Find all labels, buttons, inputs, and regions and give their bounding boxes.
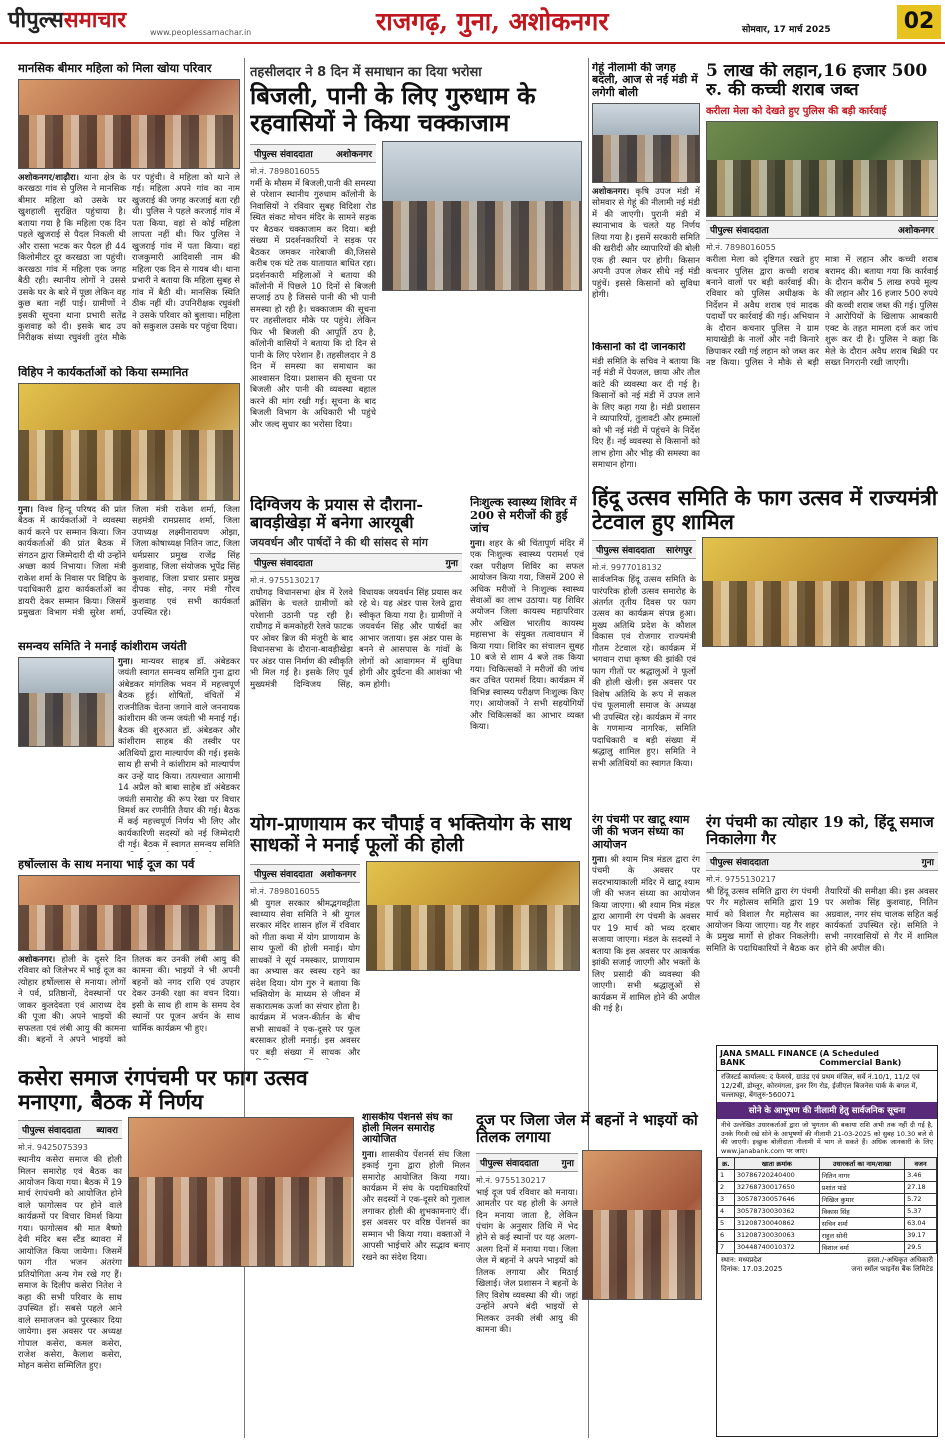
headline[interactable]: दूज पर जिला जेल में बहनों ने भाइयों को तिलक लगाया [476,1112,698,1146]
story-body [470,539,584,801]
headline[interactable]: किसानों को दी जानकारी [592,342,686,353]
table-header: वजन [905,1158,937,1170]
byline-place: गुना [921,857,934,868]
reporter-mobile: मो.नं. 9755130217 [476,1175,546,1185]
byline-place: सारंगपुर [666,546,692,557]
masthead [0,0,945,44]
reporter-mobile: मो.नं. 9755130217 [250,575,320,585]
story-photo [382,141,582,291]
headline[interactable]: निःशुल्क स्वास्थ्य शिविर में 200 से मरीजों की हुई जांच [470,496,577,535]
story-fag-utsav [592,486,938,808]
body-text: शहर के श्री चिंतापूर्ण मंदिर में एक निःशुल्क स्वास्थ्य परामर्श एवं रक्त परीक्षण शिविर का सफल आयोजन किया गया, जिसमें 200 से अधिक मरीजों ने निःशुल्क स्वास्थ्य सेवाओं का लाभ उठाया। यह शिविर अयोजन जिला कायस्थ महापरिवार और अखिल भारतीय कायस्थ महासभा के संयुक्त तत्वावधान में किया गया। शिविर का संचालन सुबह 10 बजे से शाम 4 बजे तक किया गया। चिकित्सकों ने मरीजों की जांच कर उचित परामर्श दिया। कार्यक्रम में विभिन्न स्वास्थ्य परीक्षण निःशुल्क किए गए। आयोजकों ने सभी सहयोगियों और चिकित्सकों का आभार व्यक्त किया। [470,538,584,733]
story-jail-tilak [476,1112,702,1438]
cell: 5 [718,1218,735,1230]
headline[interactable]: विहिप ने कार्यकर्ताओं को किया सम्मानित [18,366,189,379]
cell: 4 [718,1206,735,1218]
ad-notice: नीचे उल्लेखित उधारकर्ताओं द्वारा जो भुगतान की बकाया राशि अभी तक नहीं दी गई है, उनके गिरवी रखे सोने के आभूषणों की नीलामी 21-03-2025 को सुबह 10.30 बजे से की जाएगी। इच्छुक बोलीदाता नीलामी में भाग ले सकते हैं। अधिक जानकारी के लिए www.janabank.com पर जाएं। [721,1121,933,1155]
auction-table [717,1157,937,1254]
cell: 5.37 [905,1206,937,1218]
byline-reporter: पीपुल्स संवाददाता [710,226,769,237]
story-pensioners [362,1112,470,1438]
reporter-mobile: मो.नं. 7898016055 [706,243,776,253]
cell: 32768730017650 [734,1182,819,1194]
cell: 30448740010372 [734,1242,819,1254]
cell: 30786720240400 [734,1170,819,1182]
dateline: गुना। [118,656,133,667]
story-photo [18,657,114,747]
body-text: होली के दूसरे दिन रविवार को जिलेभर में भाई दूज का त्योहार हर्षोल्लास से मनाया। लोगों ने पर्व, प्रतिष्ठानों, देवस्थानों पर जाकर कुलदेवता एवं आराध्य देव की पूजा की। अपने भाइयों की सफलता एवं लंबी आयु की कामना की। बहनों ने अपने भाइयों को तिलक कर उनकी लंबी आयु की कामना की। भाइयों ने भी अपनी बहनों को नगद राशि एवं उपहार देकर उनकी रक्षा का वचन दिया। इसी के साथ ही शाम के समय देव स्थानों पर पूजन अर्चन के साथ धार्मिक कार्यक्रम भी हुए। [18,954,240,1046]
byline [250,144,376,163]
ad-header [717,1046,937,1071]
subhead: करीला मेला को देखते हुए पुलिस की बड़ी कार्रवाई [706,106,887,118]
story-body: स्थानीय कसेरा समाज की होली मिलन समारोह एवं बैठक का आयोजन किया गया। बैठक में 19 मार्च रंगपंचमी को आयोजित होने वाले फागोत्सव पर होने वाले कार्यक्रमों पर विचार विमर्श किया गया। फागोत्सव श्री मात बैष्णो देवी मंदिर बस स्टैंड ब्यावरा में आयोजित किया जायेगा। जिसमें फाग गीत भजन अंतरंगा प्रतियोगिता अन्य गेम रखे गए हैं। समाज के दिलीप कसेरा नितेश ने कहा की सभी परिवार के साथ उपस्थित हों। सबसे पहले आने वाले समाजजन को पुरस्कार दिया जायेगा। इस अवसर पर अध्यक्ष गोपाल कसेरा, कमल कसेरा, राजेश कसेरा, कैलाश कसेरा, मोहन कसेरा सम्मिलित हुए। [18,1155,122,1372]
dateline: गुना। [470,538,485,549]
story-body: करीला मेला को दृष्टिगत रखते हुए कचनार पुलिस द्वारा कच्ची शराब बनाने वालों पर बड़ी कार्रवाई की। रविवार को पुलिस अधीक्षक के निर्देशन में अवैध शराब एवं मादक पदार्थों पर कार्रवाई की गई। अभियान के दौरान कचनार पुलिस ने ग्राम मायाखेड़ी के नालों और नदी किनारे छिपाकर रखी गई लहान को जब्त कर नष्ट किया। पुलिस ने मौके से बड़ी मात्रा में लहान और कच्ची शराब बरामद की। बताया गया कि कार्रवाई के दौरान करीब 5 लाख रुपये मूल्य की लहान और 16 हजार 500 रुपये की कच्ची शराब जब्त की गई। पुलिस ने आरोपियों के खिलाफ आबकारी एक्ट के तहत मामला दर्ज कर जांच शुरू कर दी है। पुलिस ने कहा कि मेले के दौरान अवैध शराब बिक्री पर सख्त निगरानी रखी जाएगी। [706,255,938,369]
byline-reporter: पीपुल्स संवाददाता [22,1126,81,1137]
cell: 2 [718,1182,735,1194]
cell: 30578730030362 [734,1206,819,1218]
story-body [592,187,700,327]
story-vhp [18,366,240,634]
newspaper-logo[interactable] [8,4,126,34]
sign-label: हस्ता./-अधिकृत अधिकारी [867,1256,933,1265]
story-photo [706,121,938,217]
table-row [718,1194,937,1206]
body-text: श्री श्याम मित्र मंडल द्वारा रंग पंचमी के अवसर पर सदरभायाकाली मंदिर में खाटू श्याम जी की भजन संध्या का आयोजन किया जाएगा। श्री श्याम मित्र मंडल द्वारा आगामी रंग पंचमी के अवसर पर 19 मार्च को भव्य दरबार सजाया जाएगा। मंडल के सदस्यों ने बताया कि इस अवसर पर आकर्षक झांकी सजाई जाएगी और भक्तों के लिए प्रसादी की व्यवस्था की जाएगी। सभी श्रद्धालुओं से कार्यक्रम में शामिल होने की अपील की गई है। [592,854,700,1015]
place-label: स्थान: मध्यप्रदेश [721,1256,762,1265]
dateline: अशोकनगर/शाढ़ौरा। [18,172,79,183]
bank-address: रजिस्टर्ड कार्यालय: द फेयरवे, ग्राउंड एवं प्रथम मंजिल, सर्वे नं.10/1, 11/2 एवं 12/2बी, डोम्लूर, कोरमंगला, इनर रिंग रोड, ईजीएल बिजनेस पार्क के बगल में, चल्लाघट्टा, बेंगलुरु-560071 [721,1073,920,1100]
story-khatu-shyam [592,814,700,1106]
story-body: गर्मी के मौसम में बिजली,पानी की समस्या से परेशान स्थानीय गुरुधाम कॉलोनी के निवासियों ने रविवार सुबह विदिशा रोड स्थित संकट मोचन मंदिर के सामने सड़क पर बैठकर चक्काजाम कर दिया। बड़ी संख्या में प्रदर्शनकारियों ने सड़क पर बैठकर जमकर नारेबाजी की,जिससे करीब एक घंटे तक यातायात बाधित रहा। प्रदर्शनकारी महिलाओं ने बताया की कॉलोनी में पिछले 10 दिनों से बिजली सप्लाई ठप है जिससे पानी की भी पानी समस्या हो रही है। चक्काजाम की सूचना पर तहसीलदार मौके पर पहुंचे। लेकिन फिर भी बिजली की आपूर्ति ठप है, कॉलोनी वासियों ने बताया कि दो दिन से पानी के लिए परेशान हैं। तहसीलदार ने 8 दिन में समस्या का समाधान का आश्वासन दिया। प्रशासन की सूचना पर बिजली और पानी की व्यवस्था बहाल करने की मांग रखी गई। सूचना के बाद बिजली विभाग के अधिकारी भी पहुंचे और जल्द सुधार का भरोसा दिया। [250,178,376,430]
cell: राहुल सोनी [819,1230,904,1242]
headline[interactable]: कसेरा समाज रंगपंचमी पर फाग उत्सव मनाएगा, बैठक में निर्णय [18,1066,308,1114]
cell: 1 [718,1170,735,1182]
cell: प्रशांत पांडे [819,1182,904,1194]
table-row [718,1218,937,1230]
headline[interactable]: 5 लाख की लहान,16 हजार 500 रु. की कच्ची शराब जब्त [706,62,928,101]
cell: विकास सिंह [819,1206,904,1218]
ad-banner: सोने के आभूषण की नीलामी हेतु सार्वजनिक सूचना [717,1102,937,1119]
table-header: खाता क्रमांक [734,1158,819,1170]
website-url[interactable]: www.peoplessamachar.in [150,28,252,37]
headline[interactable]: शासकीय पेंशनर्स संघ का होली मिलन समारोह आयोजित [362,1112,453,1146]
story-body: भाई दूज पर्व रविवार को मनाया। आमतौर पर यह होली के अगले दिन मनाया जाता है, लेकिन पंचांग के अनुसार तिथि में भेद होने से कई स्थानों पर यह अलग-अलग दिनों में मनाया गया। जिला जेल में बहनों ने अपने भाइयों को तिलक लगाया और मिठाई खिलाई। जेल प्रशासन ने बहनों के लिए विशेष व्यवस्था की थी। जहां उन्होंने अपने बंदी भाइयों से मिलकर उनकी लंबी आयु की कामना की। [476,1187,578,1336]
story-tahsildar [250,62,584,492]
table-row [718,1206,937,1218]
cell: विशाल वर्मा [819,1242,904,1254]
story-wheat-mandi [592,62,700,340]
headline[interactable]: योग-प्राणायाम कर चौपाई व भक्तियोग के साथ साधकों ने मनाई फूलों की होली [250,814,572,857]
cell: 6 [718,1230,735,1242]
table-header: क्र. [718,1158,735,1170]
byline-place: गुना [561,1158,574,1169]
body-text: मान्यवर साहब डॉ. अंबेडकर जयंती स्वागत समन्वय समिति गुना द्वारा अंबेडकर मांगलिक भवन में महत्त्वपूर्ण बैठक हुई। शोषितों, वंचितों में राजनीतिक चेतना जगाने वाले जननायक कांशीराम की जन्म जयंती भी मनाई गई। बैठक की शुरुआत डॉ. अंबेडकर और कांशीराम साहब की तस्वीर पर अतिथियों द्वारा माल्यार्पण की गई। इसके साथ ही सभी ने कांशीराम को माल्यार्पण कर उन्हें याद किया। तत्पश्चात आगामी 14 अप्रैल को बाबा साहेब डॉ अंबेडकर जयंती समारोह की रूप रेखा पर विचार विमर्श कर रणनीति तैयार की गई। बैठक में कई महत्त्वपूर्ण निर्णय भी लिए और कार्यकारिणी सदस्यों को नई जिम्मेदारी दी गई। बैठक में स्वागत समन्वय समिति [118,656,240,851]
byline-place: अशोकनगर [336,149,372,160]
cell: 39.17 [905,1230,937,1242]
edition-title: राजगढ़, गुना, अशोकनगर [376,7,609,36]
headline[interactable]: मानसिक बीमार महिला को मिला खोया परिवार [18,62,212,75]
headline[interactable]: बिजली, पानी के लिए गुरुधाम के रहवासियों ने किया चक्काजाम [250,81,536,137]
story-photo [366,861,580,971]
reporter-mobile: मो.नं. 7898016055 [250,166,320,176]
cell: 30578730057646 [734,1194,819,1206]
story-health-camp [470,496,584,808]
byline-reporter: पीपुल्स संवाददाता [254,149,313,160]
story-photo [592,103,700,183]
table-row [718,1230,937,1242]
byline-reporter: पीपुल्स संवाददाता [254,558,313,569]
table-row [718,1242,937,1254]
byline-reporter: पीपुल्स संवाददाता [596,546,655,557]
story-body [18,505,240,633]
byline [18,1120,122,1139]
cell: 27.18 [905,1182,937,1194]
story-missing-woman [18,62,240,358]
byline-reporter: पीपुल्स संवाददाता [710,857,769,868]
cell: निखिल कुमार [819,1194,904,1206]
story-body: सार्वजनिक हिंदू उत्सव समिति के पारंपरिक होली उत्सव समारोह के अंतर्गत तृतीय दिवस पर फाग उत्सव का कार्यक्रम संपन्न हुआ। मुख्य अतिथि प्रदेश के कौशल विकास एवं रोजगार राज्यमंत्री गौतम टेटवाल रहे। कार्यक्रम में भगवान राधा कृष्ण की झांकी एवं फाग गीतों पर श्रद्धालुओं ने फूलों की होली खेली। इस अवसर पर विशेष अतिथि के रूप में सकल पंच फूलमाली समाज के अध्यक्ष भी उपस्थित रहे। कार्यक्रम में नगर के गणमान्य नागरिक, समिति पदाधिकारी व बड़ी संख्या में श्रद्धालु शामिल हुए। समिति ने सभी अतिथियों का स्वागत किया। [592,575,696,769]
story-kasera [18,1066,354,1438]
date-label: दिनांक: 17.03.2025 [721,1265,783,1274]
bank-auction-ad [716,1045,938,1437]
byline-place: अशोकनगर [898,226,934,237]
byline [250,553,462,572]
cell: 31208730030063 [734,1230,819,1242]
body-text: शासकीय पेंशनर्स संघ जिला इकाई गुना द्वारा होली मिलन समारोह आयोजित किया गया। कार्यक्रम में संघ के पदाधिकारियों और सदस्यों ने एक-दूसरे को गुलाल लगाकर होली की शुभकामनाएं दीं। इस अवसर पर वरिष्ठ पेंशनर्स का सम्मान भी किया गया। वक्ताओं ने आपसी भाईचारे और सद्भाव बनाए रखने का संदेश दिया। [362,1149,470,1263]
cell: 31208730040862 [734,1218,819,1230]
dateline: अशोकनगर। [592,186,630,197]
story-farmers-info [592,342,700,480]
cell: सचिन शर्मा [819,1218,904,1230]
headline[interactable]: दिग्विजय के प्रयास से दौराना-बावड़ीखेड़ा में बनेगा आरयूबी [250,496,424,532]
story-body [18,955,240,1049]
byline-place: गुना [445,558,458,569]
sign-bank: जना स्मॉल फाइनेंस बैंक लिमिटेड [851,1265,933,1274]
story-photo [18,383,240,501]
ad-footer [717,1254,937,1276]
logo-part-a: पीपुल्स [8,7,64,33]
story-body: मंडी समिति के सचिव ने बताया कि नई मंडी में पेयजल, छाया और तौल कांटे की व्यवस्था कर दी गई है। किसानों को नई मंडी में उपज लाने के लिए कहा गया है। मंडी प्रशासन ने व्यापारियों, तुलावटी और हम्मालों को भी नई मंडी में पहुंचने के निर्देश दिए हैं। नई व्यवस्था से किसानों को लाभ होगा और भीड़ की समस्या का समाधान होगा। [592,356,700,470]
story-liquor [706,62,938,482]
story-body: श्री हिंदू उत्सव समिति द्वारा रंग पंचमी पर गैर महोत्सव समिति द्वारा 19 मार्च को विशाल गैर महोत्सव का आयोजन किया जाएगा। यह गैर शहर के प्रमुख मार्गों से होकर निकलेगी। समिति के पदाधिकारियों ने बैठक कर तैयारियों की समीक्षा की। इस अवसर पर अशोक सिंह कुशवाह, नितिन अग्रवाल, नगर संघ चालक सहित कई कार्यकर्ता उपस्थित रहे। समिति ने सभी नगरवासियों से गैर में शामिल होने की अपील की। [706,886,938,954]
dateline: अशोकनगर। [18,954,56,965]
story-body [592,855,700,1085]
table-row [718,1182,937,1194]
kicker: तहसीलदार ने 8 दिन में समाधान का दिया भरोसा [250,65,482,80]
story-body [118,657,240,852]
story-body: राघौगढ़ विधानसभा क्षेत्र में रेलवे क्रॉसिंग के चलते ग्रामीणों को परेशानी उठानी पड़ रही है। राघौगढ़ में कमकोहरी रेलवे फाटक पर ओवर ब्रिज की मंजूरी के बाद विधानसभा के दौराना-बावड़ीखेड़ा पर अंडर पास निर्माण की स्वीकृति भी मिल गई है। इसके लिए पूर्व मुख्यमंत्री दिग्विजय सिंह, विधायक जयवर्धन सिंह प्रयास कर रहे थे। यह अंडर पास रेलवे द्वारा स्वीकृत किया गया है। ग्रामीणों ने जयवर्धन सिंह और पार्षदों का आभार जताया। इस अंडर पास के बनने से आसपास के गांवों के लोगों को आवागमन में सुविधा होगी और दुर्घटना की आशंका भी कम होगी। [250,587,462,690]
headline[interactable]: रंग पंचमी पर खाटू श्याम जी की भजन संध्या का आयोजन [592,814,690,851]
headline[interactable]: गेहूं नीलामी की जगह बदली, आज से नई मंडी में लगेगी बोली [592,62,698,99]
byline-place: अशोकनगर [320,869,356,880]
byline [592,540,696,559]
cell: 29.5 [905,1242,937,1254]
cell: 63.04 [905,1218,937,1230]
cell: 3.46 [905,1170,937,1182]
dateline: गुना। [592,854,607,865]
cell: 7 [718,1242,735,1254]
story-body [362,1150,470,1420]
byline-reporter: पीपुल्स संवाददाता [254,869,313,880]
story-photo [18,79,240,169]
dateline: गुना। [18,504,33,515]
headline[interactable]: समन्वय समिति ने मनाई कांशीराम जयंती [18,640,187,653]
logo-part-b: समाचार [63,7,127,33]
story-body: श्री युगल सरकार श्रीमद्भगवद्गीता स्वाध्याय सेवा समिति ने श्री युगल सरकार मंदिर शासन हॉल में रविवार को गीता कथा में योग प्राणायाम के साथ फूलों की होली मनाई। योग साधकों ने सूर्य नमस्कार, प्राणायाम का अभ्यास कर स्वस्थ रहने का संदेश दिया। योग गुरु ने बताया कि भक्तियोग के माध्यम से जीवन में सकारात्मक ऊर्जा का संचार होता है। कार्यक्रम में भजन-कीर्तन के बीच सभी साधकों ने एक-दूसरे पर फूल बरसाकर होली मनाई। इस अवसर पर बड़ी संख्या में साधक और [250,898,360,1058]
story-body [18,173,240,353]
cell: नितिन नागर [819,1170,904,1182]
headline[interactable]: हर्षोल्लास के साथ मनाया भाई दूज का पर्व [18,858,195,871]
reporter-mobile: मो.नं. 9977018132 [592,563,662,573]
byline [706,220,938,239]
story-photo [128,1117,354,1267]
story-kanshiram [18,640,240,852]
subhead: जयवर्धन और पार्षदों ने की थी सांसद से मांग [250,535,428,549]
story-photo [582,1150,702,1300]
headline[interactable]: हिंदू उत्सव समिति के फाग उत्सव में राज्यमंत्री टेटवाल हुए शामिल [592,486,938,534]
story-photo [702,537,938,647]
reporter-mobile: मो.नं. 9755130217 [706,874,776,884]
story-bhaidooj [18,858,240,1056]
story-digvijay [250,496,462,808]
byline-place: ब्यावरा [96,1126,118,1137]
reporter-mobile: मो.नं. 9425075393 [18,1143,88,1153]
byline-reporter: पीपुल्स संवाददाता [480,1158,539,1169]
story-yoga [250,814,584,1060]
story-rangpanchami-ger [706,814,938,1040]
body-text: थाना क्षेत्र के करखठा गांव से पुलिस ने मानसिक बीमार महिला को उसके घर खुशहाली सुरक्षित पहुंचाया है। बताया गया है कि महिला एक दिन पहले खुजराई से पैदल निकली थी और रास्ता भटक कर पैदल ही 44 किलोमीटर दूर करखठा जा पहुंची। करखठा गांव में महिला एक जगह बैठी रही। स्थानीय लोगों ने उससे उसके घर के बारे में पूछा लेकिन वह कुछ बता नहीं पाई। ग्रामीणों ने इसकी सूचना थाना प्रभारी सतेंद्र कुशवाह को दी। इसके बाद उप निरीक्षक संध्या रघुवंशी तुरंत मौके पर पहुंची। वे महिला को थाने ले गई। महिला अपने गांव का नाम खुजराई की जगह करजाई बता रही थी। पुलिस ने पहले करजाई गांव में पता किया, वहां से कोई महिला लापता नहीं थी। फिर पुलिस ने खुजराई गांव में पता किया। वहां राजकुमारी आदिवासी नाम की महिला एक दिन से गायब थी। थाना प्रभारी ने बताया कि महिला सुबह से गांव में बैठी थी। मानसिक स्थिति ठीक नहीं थी। उपनिरीक्षक रघुवंशी ने उसके परिवार को बुलाया। महिला को सकुशल उसके घर पहुंचा दिया। [18,172,240,344]
dateline: गुना। [362,1149,377,1160]
byline [250,864,360,883]
headline[interactable]: रंग पंचमी का त्योहार 19 को, हिंदू समाज निकालेगा गैर [706,814,934,848]
table-header-row [718,1158,937,1170]
cell: 3 [718,1194,735,1206]
body-text: विश्व हिन्दू परिषद की प्रांत बैठक में कार्यकर्ताओं ने व्यवस्था कार्य करने पर सम्मान किया। जिन कार्यकर्ताओं की प्रांत बैठक में संगठन द्वारा जिम्मेदारी दी थी उन्होंने अच्छा कार्य निभाया। जिला मंत्री राकेश शर्मा के निवास पर विहिप के पदाधिकारी द्वारा कार्यकर्ताओं का डायरी देकर सम्मान किया। जिसमें प्रमुखतः विभाग मंत्री सुरेश शर्मा, जिला मंत्री राकेश शर्मा, जिला सहमंत्री रामप्रसाद शर्मा, जिला उपाध्यक्ष लक्ष्मीनारायण ओझा, जिला कोषाध्यक्ष नितिन जाट, जिला धर्मप्रसार प्रमुख राजेंद्र सिंह कुशवाह, जिला संयोजक भूपेंद्र सिंह कुशवाह, जिला प्रचार प्रसार प्रमुख दीपक सोढ़, नगर मंत्री गौरव कुशवाह एवं सभी कार्यकर्ता उपस्थित रहे। [18,504,240,619]
table-row [718,1170,937,1182]
byline [476,1153,578,1172]
issue-date: सोमवार, 17 मार्च 2025 [742,25,831,35]
reporter-mobile: मो.नं. 7898016055 [250,886,320,896]
body-text: कृषि उपज मंडी में सोमवार से गेहूं की नीलामी नई मंडी में की जाएगी। पुरानी मंडी में स्थानाभाव के चलते यह निर्णय लिया गया है। इसमें सरकारी समिति की खरीदी और व्यापारियों की बोली एक ही स्थान पर होगी। किसान अपनी उपज लेकर सीधे नई मंडी पहुंचें। इससे किसानों को सुविधा होगी। [592,186,700,301]
byline [706,852,938,871]
table-header: उधारकर्ता का नाम/शाखा [819,1158,904,1170]
bank-tag: (A Scheduled Commercial Bank) [819,1049,902,1067]
story-photo [18,875,240,951]
page-number: 02 [897,5,941,39]
cell: 5.72 [905,1194,937,1206]
bank-name: JANA SMALL FINANCE BANK [720,1049,818,1067]
